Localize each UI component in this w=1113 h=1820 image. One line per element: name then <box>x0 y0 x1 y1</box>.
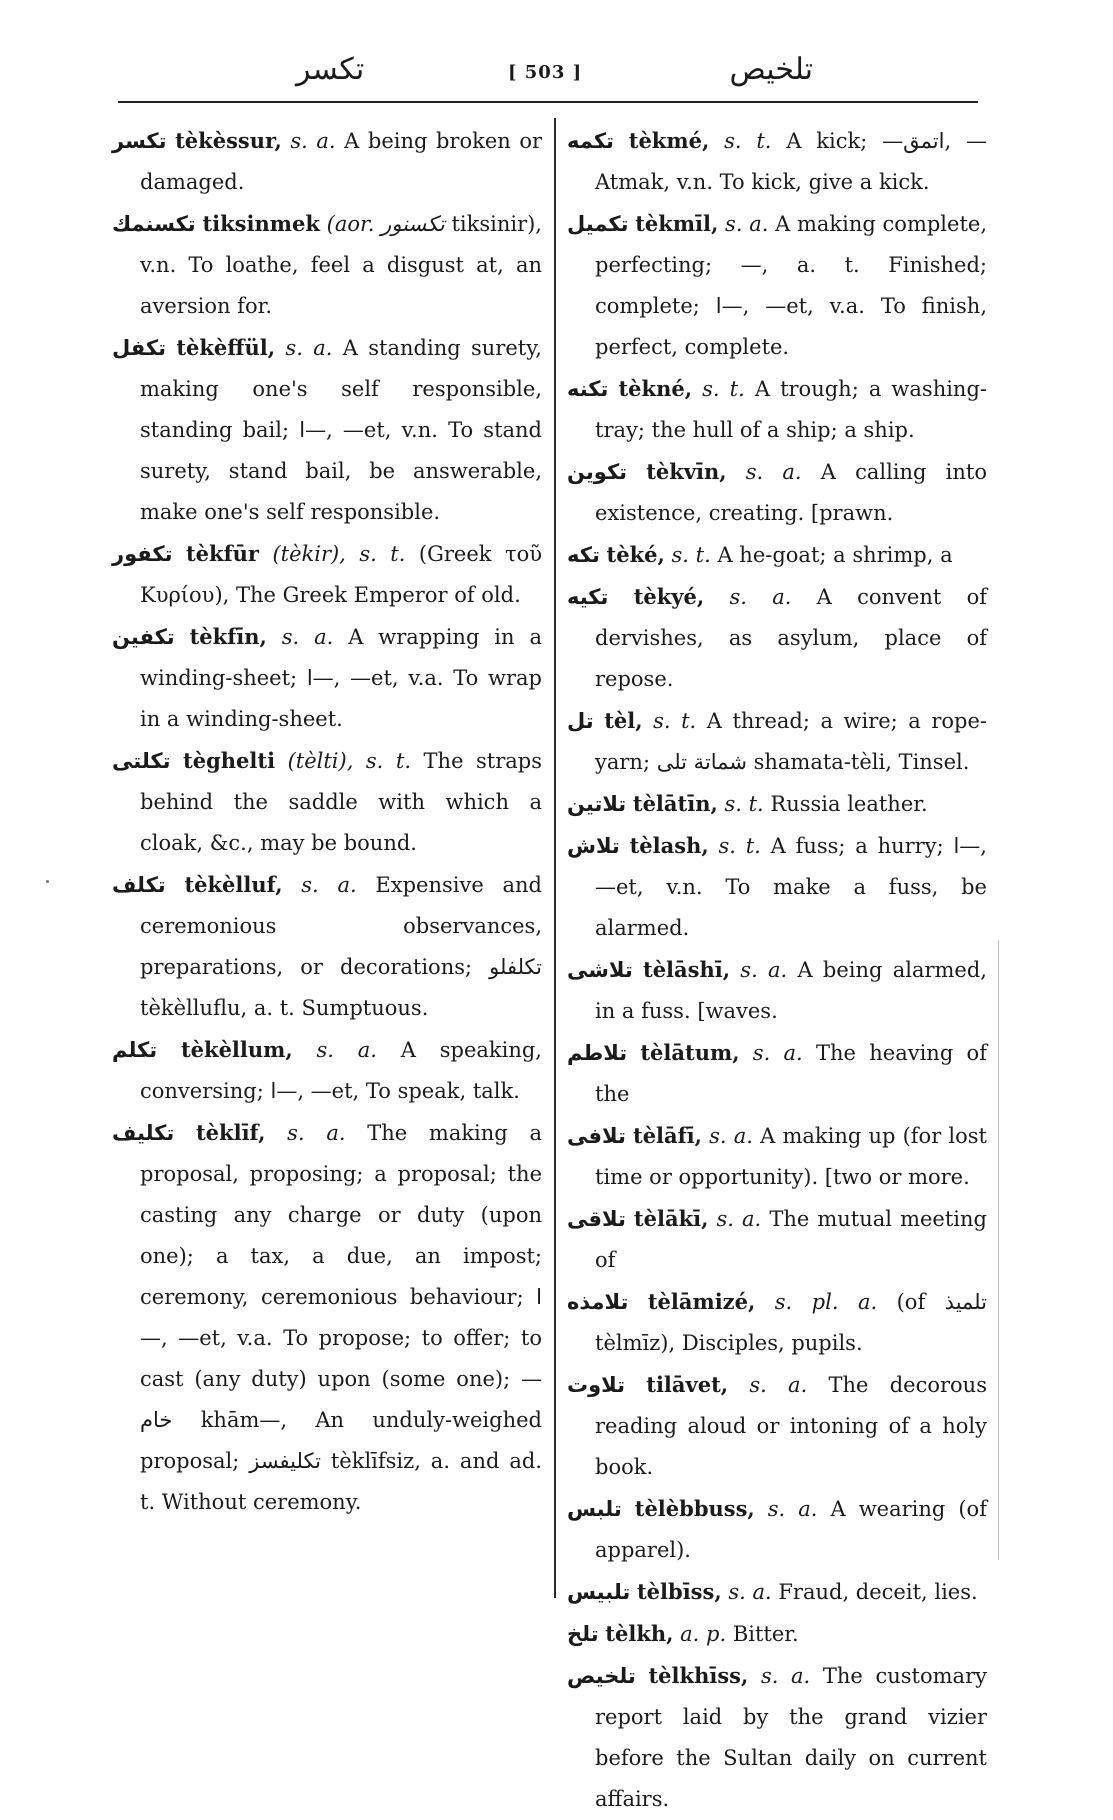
dictionary-entry <box>567 949 987 1032</box>
dictionary-entry <box>567 576 987 700</box>
entry-grammar: (tèlti), s. t. <box>287 749 411 773</box>
dictionary-entry <box>112 616 542 740</box>
dictionary-entry <box>567 700 987 783</box>
entry-headword: tèlāfī, <box>633 1123 702 1148</box>
dictionary-entry <box>567 1655 987 1820</box>
entry-arabic: تلاقى <box>567 1207 626 1231</box>
entry-definition: A calling into existence, creating. [prawn. <box>595 460 987 525</box>
entry-arabic: تلخ <box>567 1622 599 1646</box>
entry-grammar: s. a. <box>752 1041 803 1065</box>
entry-definition: Bitter. <box>732 1622 799 1646</box>
entry-arabic: تلاطم <box>567 1041 628 1065</box>
entry-definition: A wearing (of apparel). <box>595 1497 987 1562</box>
page-number: [ 503 ] <box>508 62 583 83</box>
entry-arabic: تلاش <box>567 834 620 858</box>
entry-grammar: s. a. <box>287 1121 346 1145</box>
dictionary-entry <box>567 825 987 949</box>
entry-grammar: s. a. <box>729 585 792 609</box>
entry-arabic: تكمه <box>567 129 614 153</box>
entry-grammar: s. a. <box>767 1497 818 1521</box>
entry-headword: tèlkh, <box>605 1621 674 1646</box>
entry-grammar: s. a. <box>301 873 357 897</box>
entry-definition: A convent of dervishes, as asylum, place of repose. <box>595 585 987 691</box>
entry-definition: The heaving of the <box>595 1041 987 1106</box>
entry-arabic: تل <box>567 709 594 733</box>
entry-definition: A speaking, conversing; ا—, —et, To speak, talk. <box>140 1038 542 1103</box>
dictionary-entry <box>567 1613 987 1655</box>
entry-grammar: s. t. <box>653 709 697 733</box>
entry-grammar: a. p. <box>680 1622 727 1646</box>
entry-arabic: تكفل <box>112 336 166 360</box>
entry-grammar: s. a. <box>728 1580 772 1604</box>
dictionary-entry <box>567 1115 987 1198</box>
entry-definition: (of تلميذ tèlmīz), Disciples, pupils. <box>595 1290 987 1355</box>
entry-arabic: تلاشى <box>567 958 633 982</box>
entry-headword: tèkyé, <box>633 584 705 609</box>
page-header <box>118 52 973 100</box>
entry-headword: tèlātum, <box>640 1040 740 1065</box>
entry-grammar: s. a. <box>760 1664 811 1688</box>
entry-arabic: تكسر <box>112 129 167 153</box>
entry-headword: tilāvet, <box>646 1372 729 1397</box>
dictionary-entry <box>112 533 542 616</box>
entry-arabic: تكنه <box>567 377 609 401</box>
dictionary-entry <box>112 1029 542 1112</box>
dictionary-entry <box>112 1112 542 1523</box>
entry-grammar: s. a. <box>316 1038 377 1062</box>
paper-speck <box>46 880 49 883</box>
entry-grammar: s. a. <box>740 958 788 982</box>
entry-definition: The mutual meeting of <box>595 1207 987 1272</box>
entry-headword: tèkmīl, <box>635 211 719 236</box>
entry-arabic: تلخيص <box>567 1664 636 1688</box>
entry-headword: tèkvīn, <box>646 459 727 484</box>
entry-arabic: تكلتى <box>112 749 171 773</box>
entry-definition: A being broken or damaged. <box>140 129 543 194</box>
header-rule <box>118 101 978 103</box>
entry-definition: A thread; a wire; a rope-yarn; شماتة تلى shamata-tèli, Tinsel. <box>595 709 987 774</box>
entry-headword: tèkfūr <box>185 541 259 566</box>
page-edge-line <box>998 940 999 1560</box>
dictionary-entry <box>567 368 987 451</box>
entry-headword: tèlāshī, <box>643 957 731 982</box>
entry-headword: tèlātīn, <box>632 791 718 816</box>
left-column <box>112 120 542 1523</box>
entry-headword: tèkfīn, <box>189 624 267 649</box>
entry-arabic: تكه <box>567 543 600 567</box>
entry-definition: tiksinir), v.n. To loathe, feel a disgust at, an aversion for. <box>140 212 542 318</box>
entry-definition: (Greek τοῦ Κυρίου), The Greek Emperor of old. <box>140 542 543 607</box>
dictionary-entry <box>567 120 987 203</box>
entry-headword: tiksinmek <box>202 211 320 236</box>
entry-definition: Fraud, deceit, lies. <box>778 1580 978 1604</box>
dictionary-entry <box>567 1571 987 1613</box>
entry-definition: The making a proposal, proposing; a proposal; the casting any charge or duty (upon one); a tax, a due, an impost; ceremony, ceremonious behaviour; ا—, —et, v.a. To propose; to offer; to cast (any duty) upon (some one); —خام khām—, An unduly-weighed proposal; تكليفسز tèklīfsiz, a. and ad. t. Without ceremony. <box>140 1121 542 1514</box>
entry-grammar: s. a. <box>716 1207 762 1231</box>
entry-definition: The decorous reading aloud or intoning of a holy book. <box>595 1373 987 1479</box>
entry-definition: Russia leather. <box>770 792 928 816</box>
entry-headword: tèké, <box>606 542 665 567</box>
entry-headword: tèlash, <box>629 833 709 858</box>
entry-arabic: تكسنمك <box>112 212 196 236</box>
entry-definition: A kick; —اتمق, —Atmak, v.n. To kick, give a kick. <box>595 129 987 194</box>
entry-definition: The straps behind the saddle with which a cloak, &c., may be bound. <box>140 749 543 855</box>
entry-grammar: s. pl. a. <box>774 1290 878 1314</box>
dictionary-entry <box>567 1488 987 1571</box>
entry-headword: tèkné, <box>618 376 693 401</box>
dictionary-entry <box>567 783 987 825</box>
entry-headword: tèl, <box>604 708 643 733</box>
entry-grammar: s. a. <box>725 212 769 236</box>
entry-grammar: s. t. <box>671 543 711 567</box>
running-head-right: تلخيص <box>729 52 813 87</box>
entry-arabic: تكليف <box>112 1121 175 1145</box>
entry-arabic: تكلف <box>112 873 166 897</box>
entry-grammar: s. a. <box>745 460 802 484</box>
dictionary-entry <box>567 1281 987 1364</box>
entry-arabic: تكفين <box>112 625 175 649</box>
entry-headword: tèkèlluf, <box>184 872 283 897</box>
running-head-left: تكسر <box>296 52 365 87</box>
entry-arabic: تكوين <box>567 460 628 484</box>
entry-grammar: s. a. <box>290 129 336 153</box>
entry-grammar: s. t. <box>718 834 761 858</box>
dictionary-entry <box>112 864 542 1029</box>
entry-grammar: s. t. <box>724 129 772 153</box>
entry-grammar: s. t. <box>724 792 764 816</box>
entry-arabic: تلبيس <box>567 1580 631 1604</box>
dictionary-entry <box>112 203 542 327</box>
entry-grammar: s. t. <box>702 377 745 401</box>
entry-grammar: s. a. <box>749 1373 808 1397</box>
dictionary-entry <box>567 1198 987 1281</box>
entry-grammar: s. a. <box>281 625 334 649</box>
entry-headword: tèkmé, <box>628 128 710 153</box>
entry-definition: Expensive and ceremonious observances, preparations, or decorations; تكلفلو tèkèlluflu, a. t. Sumptuous. <box>140 873 542 1020</box>
entry-definition: A trough; a washing-tray; the hull of a ship; a ship. <box>595 377 987 442</box>
entry-definition: A wrapping in a winding-sheet; ا—, —et, v.a. To wrap in a winding-sheet. <box>140 625 542 731</box>
dictionary-entry <box>112 120 542 203</box>
dictionary-entry <box>112 740 542 864</box>
entry-arabic: تكميل <box>567 212 629 236</box>
entry-arabic: تكلم <box>112 1038 158 1062</box>
entry-arabic: تكيه <box>567 585 609 609</box>
dictionary-entry <box>567 534 987 576</box>
entry-headword: tèklīf, <box>195 1120 266 1145</box>
dictionary-entry <box>567 1364 987 1488</box>
dictionary-entry <box>567 451 987 534</box>
entry-arabic: تلاتين <box>567 792 627 816</box>
entry-headword: tèkèffül, <box>176 335 276 360</box>
dictionary-entry <box>567 203 987 368</box>
entry-arabic: تلامذه <box>567 1290 629 1314</box>
column-divider <box>554 118 556 1598</box>
entry-definition: The customary report laid by the grand vizier before the Sultan daily on current affairs. <box>595 1664 987 1811</box>
dictionary-entry <box>112 327 542 533</box>
entry-grammar: s. a. <box>285 336 333 360</box>
entry-headword: tèghelti <box>183 748 276 773</box>
entry-headword: tèlāmizé, <box>647 1289 756 1314</box>
entry-arabic: تلبس <box>567 1497 622 1521</box>
entry-definition: A being alarmed, in a fuss. [waves. <box>595 958 987 1023</box>
entry-headword: tèkèllum, <box>180 1037 293 1062</box>
dictionary-entry <box>567 1032 987 1115</box>
entry-definition: A standing surety, making one's self responsible, standing bail; ا—, —et, v.n. To stand surety, stand bail, be answerable, make one's self responsible. <box>140 336 542 524</box>
entry-arabic: تلاوت <box>567 1373 625 1397</box>
entry-grammar: (tèkir), s. t. <box>272 542 406 566</box>
entry-grammar: s. a. <box>709 1124 753 1148</box>
right-column <box>567 120 987 1820</box>
entry-arabic: تلافى <box>567 1124 626 1148</box>
entry-headword: tèlbīss, <box>636 1579 722 1604</box>
entry-headword: tèlākī, <box>633 1206 709 1231</box>
entry-arabic: تكفور <box>112 542 173 566</box>
entry-headword: tèkèssur, <box>175 128 282 153</box>
entry-grammar: (aor. تكسنور <box>326 212 445 236</box>
entry-definition: A making up (for lost time or opportunity). [two or more. <box>595 1124 987 1189</box>
entry-definition: A he-goat; a shrimp, a <box>717 543 953 567</box>
entry-headword: tèlkhīss, <box>648 1663 749 1688</box>
entry-definition: A fuss; a hurry; ا—, —et, v.n. To make a fuss, be alarmed. <box>595 834 987 940</box>
entry-definition: A making complete, perfecting; —, a. t. Finished; complete; ا—, —et, v.a. To finish, perfect, complete. <box>595 212 987 359</box>
entry-headword: tèlèbbuss, <box>634 1496 755 1521</box>
